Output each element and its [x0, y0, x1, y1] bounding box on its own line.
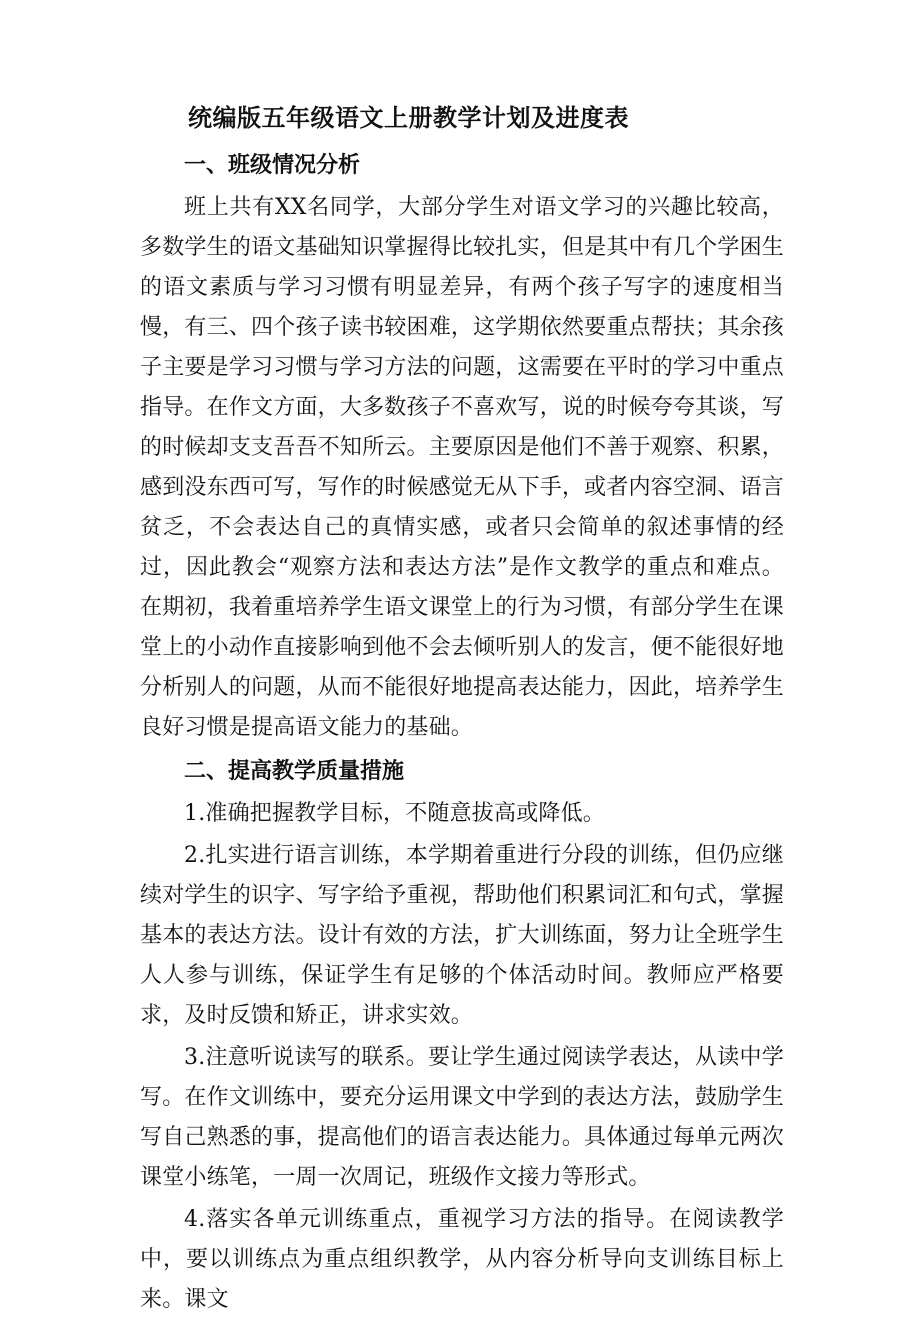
paragraph-measure-3: 3.注意听说读写的联系。要让学生通过阅读学表达，从读中学写。在作文训练中，要充分运用课文中学到的表达方法，鼓励学生写自己熟悉的事，提高他们的语言表达能力。具体通过每单元两次课堂小练笔，一周一次周记，班级作文接力等形式。 — [140, 1045, 784, 1190]
section-heading-class-analysis: 一、班级情况分析 — [184, 153, 361, 178]
document-body — [140, 92, 784, 1322]
paragraph-measure-2: 2.扎实进行语言训练，本学期着重进行分段的训练，但仍应继续对学生的识字、写字给予重视，帮助他们积累词汇和句式，掌握基本的表达方法。设计有效的方法，扩大训练面，努力让全班学生人人参与训练，保证学生有足够的个体活动时间。教师应严格要求，及时反馈和矫正，讲求实效。 — [140, 843, 784, 1028]
paragraph-class-analysis: 班上共有XX名同学，大部分学生对语文学习的兴趣比较高，多数学生的语文基础知识掌握得比较扎实，但是其中有几个学困生的语文素质与学习习惯有明显差异，有两个孩子写字的速度相当慢，有三、四个孩子读书较困难，这学期依然要重点帮扶；其余孩子主要是学习习惯与学习方法的问题，这需要在平时的学习中重点指导。在作文方面，大多数孩子不喜欢写，说的时候夸夸其谈，写的时候却支支吾吾不知所云。主要原因是他们不善于观察、积累，感到没东西可写，写作的时候感觉无从下手，或者内容空洞、语言贫乏，不会表达自己的真情实感，或者只会简单的叙述事情的经过，因此教会“观察方法和表达方法”是作文教学的重点和难点。在期初，我着重培养学生语文课堂上的行为习惯，有部分学生在课堂上的小动作直接影响到他不会去倾听别人的发言，便不能很好地分析别人的问题，从而不能很好地提高表达能力，因此，培养学生良好习惯是提高语文能力的基础。 — [140, 195, 784, 740]
paragraph-measure-4: 4.落实各单元训练重点，重视学习方法的指导。在阅读教学中，要以训练点为重点组织教学，从内容分析导向支训练目标上来。课文 — [140, 1207, 784, 1312]
document-title: 统编版五年级语文上册教学计划及进度表 — [188, 104, 629, 132]
section-heading-quality-measures: 二、提高教学质量措施 — [184, 759, 405, 784]
paragraph-measure-1: 1.准确把握教学目标，不随意拔高或降低。 — [184, 801, 605, 826]
